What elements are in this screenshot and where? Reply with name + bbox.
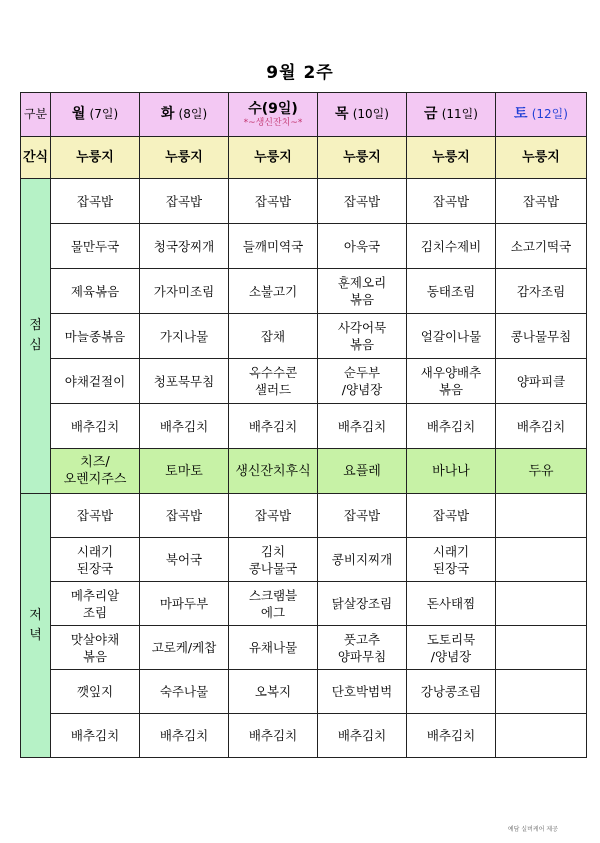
lunch-menu-item: 순두부 /양념장 <box>318 359 407 404</box>
snack-item: 누룽지 <box>407 137 496 179</box>
dinner-menu-item: 잡곡밥 <box>318 494 407 538</box>
dinner-menu-item <box>496 714 587 758</box>
lunch-menu-item: 잡채 <box>229 314 318 359</box>
dinner-menu-item: 배추김치 <box>229 714 318 758</box>
page-title: 9월 2주 <box>266 63 334 83</box>
dinner-menu-item <box>496 582 587 626</box>
dessert-item: 생신잔치후식 <box>229 449 318 494</box>
dinner-menu-item: 단호박범벅 <box>318 670 407 714</box>
dinner-menu-item: 돈사태찜 <box>407 582 496 626</box>
lunch-menu-item: 새우양배추 볶음 <box>407 359 496 404</box>
day-date: (12일) <box>531 107 568 121</box>
dinner-menu-item: 도토리묵 /양념장 <box>407 626 496 670</box>
dinner-menu-item <box>496 626 587 670</box>
lunch-menu-item: 잡곡밥 <box>496 179 587 224</box>
lunch-menu-item: 콩나물무침 <box>496 314 587 359</box>
dinner-menu-item: 스크램블 에그 <box>229 582 318 626</box>
lunch-menu-item: 배추김치 <box>496 404 587 449</box>
dinner-menu-item: 김치 콩나물국 <box>229 538 318 582</box>
dessert-item: 두유 <box>496 449 587 494</box>
day-header-4 <box>407 93 496 137</box>
dessert-item: 요플레 <box>318 449 407 494</box>
dinner-menu-item: 잡곡밥 <box>51 494 140 538</box>
lunch-menu-item: 야채겉절이 <box>51 359 140 404</box>
snack-item: 누룽지 <box>229 137 318 179</box>
day-date: (8일) <box>178 107 208 121</box>
dinner-menu-item: 마파두부 <box>140 582 229 626</box>
lunch-menu-item: 감자조림 <box>496 269 587 314</box>
dinner-menu-item: 오복지 <box>229 670 318 714</box>
dessert-item: 바나나 <box>407 449 496 494</box>
day-header-3 <box>318 93 407 137</box>
day-header-0 <box>51 93 140 137</box>
day-header-1 <box>140 93 229 137</box>
snack-item: 누룽지 <box>140 137 229 179</box>
dessert-item: 토마토 <box>140 449 229 494</box>
lunch-menu-item: 옥수수콘 샐러드 <box>229 359 318 404</box>
dinner-menu-item: 숙주나물 <box>140 670 229 714</box>
day-date: (10일) <box>352 107 389 121</box>
day-name: 금 <box>424 106 438 122</box>
dinner-label: 저 녁 <box>21 494 51 758</box>
dinner-menu-item: 배추김치 <box>140 714 229 758</box>
dinner-menu-item: 강낭콩조림 <box>407 670 496 714</box>
lunch-menu-item: 제육볶음 <box>51 269 140 314</box>
lunch-menu-item: 소불고기 <box>229 269 318 314</box>
snack-label: 간식 <box>21 137 51 179</box>
day-name: 수(9일) <box>248 100 298 117</box>
footer-credit: 예담 실버케어 제공 <box>507 826 558 833</box>
lunch-menu-item: 배추김치 <box>140 404 229 449</box>
lunch-label: 점 심 <box>21 179 51 494</box>
dinner-menu-item: 배추김치 <box>51 714 140 758</box>
dinner-menu-item: 풋고추 양파무침 <box>318 626 407 670</box>
lunch-menu-item: 얼갈이나물 <box>407 314 496 359</box>
dinner-menu-item: 닭살장조림 <box>318 582 407 626</box>
category-header: 구분 <box>21 93 51 137</box>
lunch-menu-item: 사각어묵 볶음 <box>318 314 407 359</box>
lunch-menu-item: 배추김치 <box>51 404 140 449</box>
lunch-menu-item: 물만두국 <box>51 224 140 269</box>
lunch-menu-item: 훈제오리 볶음 <box>318 269 407 314</box>
dinner-menu-item: 북어국 <box>140 538 229 582</box>
lunch-menu-item: 들깨미역국 <box>229 224 318 269</box>
day-date: (11일) <box>441 107 478 121</box>
dinner-menu-item: 맛살야채 볶음 <box>51 626 140 670</box>
lunch-menu-item: 배추김치 <box>318 404 407 449</box>
dinner-menu-item: 메추리알 조림 <box>51 582 140 626</box>
dinner-menu-item: 배추김치 <box>407 714 496 758</box>
day-header-2 <box>229 93 318 137</box>
dinner-menu-item <box>496 538 587 582</box>
dinner-menu-item: 잡곡밥 <box>140 494 229 538</box>
lunch-menu-item: 잡곡밥 <box>140 179 229 224</box>
lunch-menu-item: 가자미조림 <box>140 269 229 314</box>
dinner-menu-item: 시래기 된장국 <box>51 538 140 582</box>
snack-item: 누룽지 <box>496 137 587 179</box>
dinner-menu-item: 시래기 된장국 <box>407 538 496 582</box>
lunch-menu-item: 양파피클 <box>496 359 587 404</box>
dinner-menu-item <box>496 670 587 714</box>
lunch-menu-item: 배추김치 <box>407 404 496 449</box>
lunch-menu-item: 김치수제비 <box>407 224 496 269</box>
lunch-menu-item: 가지나물 <box>140 314 229 359</box>
dinner-menu-item: 고로케/케찹 <box>140 626 229 670</box>
lunch-menu-item: 동태조림 <box>407 269 496 314</box>
lunch-menu-item: 잡곡밥 <box>51 179 140 224</box>
day-name: 토 <box>514 106 528 122</box>
lunch-menu-item: 배추김치 <box>229 404 318 449</box>
menu-table <box>20 92 587 758</box>
dinner-menu-item: 콩비지찌개 <box>318 538 407 582</box>
lunch-menu-item: 아욱국 <box>318 224 407 269</box>
dinner-menu-item: 깻잎지 <box>51 670 140 714</box>
lunch-menu-item: 마늘종볶음 <box>51 314 140 359</box>
lunch-menu-item: 청포묵무침 <box>140 359 229 404</box>
lunch-menu-item: 소고기떡국 <box>496 224 587 269</box>
day-header-5 <box>496 93 587 137</box>
day-name: 월 <box>71 106 86 122</box>
dessert-item: 치즈/ 오렌지주스 <box>51 449 140 494</box>
snack-item: 누룽지 <box>51 137 140 179</box>
dinner-menu-item: 배추김치 <box>318 714 407 758</box>
lunch-menu-item: 청국장찌개 <box>140 224 229 269</box>
dinner-menu-item: 잡곡밥 <box>229 494 318 538</box>
lunch-menu-item: 잡곡밥 <box>407 179 496 224</box>
dinner-menu-item <box>496 494 587 538</box>
day-date: (7일) <box>89 107 119 121</box>
lunch-menu-item: 잡곡밥 <box>318 179 407 224</box>
dinner-menu-item: 잡곡밥 <box>407 494 496 538</box>
snack-item: 누룽지 <box>318 137 407 179</box>
day-name: 화 <box>160 106 175 122</box>
lunch-menu-item: 잡곡밥 <box>229 179 318 224</box>
dinner-menu-item: 유채나물 <box>229 626 318 670</box>
event-label: *~생신잔치~* <box>243 117 303 128</box>
day-name: 목 <box>335 106 349 122</box>
